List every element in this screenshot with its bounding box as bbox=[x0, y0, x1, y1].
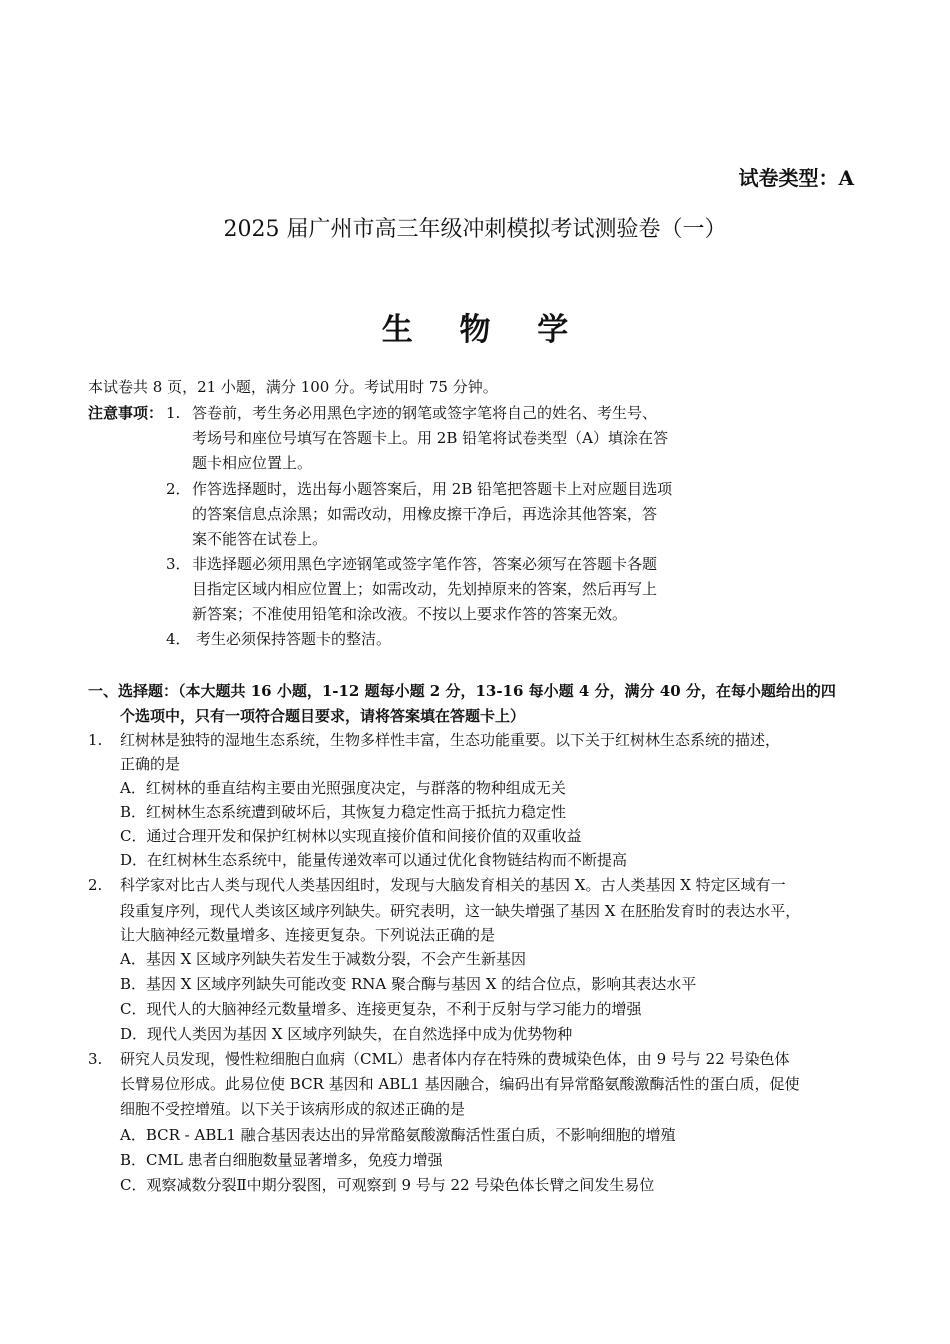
option-b: B．基因 X 区域序列缺失可能改变 RNA 聚合酶与基因 X 的结合位点，影响其表达水平 bbox=[120, 975, 697, 993]
notice-item-num: 1. bbox=[166, 404, 181, 422]
question-number: 3. bbox=[88, 1050, 103, 1068]
question-number: 2. bbox=[88, 876, 103, 894]
option-c: C．观察减数分裂Ⅱ中期分裂图，可观察到 9 号与 22 号染色体长臂之间发生易位 bbox=[120, 1176, 655, 1194]
question-stem: 细胞不受控增殖。以下关于该病形成的叙述正确的是 bbox=[120, 1100, 466, 1118]
question-stem: 长臂易位形成。此易位使 BCR 基因和 ABL1 基因融合，编码出有异常酪氨酸激酶活性的蛋白质，促使 bbox=[120, 1075, 800, 1093]
option-a: A．红树林的垂直结构主要由光照强度决定，与群落的物种组成无关 bbox=[120, 779, 566, 797]
question-stem: 科学家对比古人类与现代人类基因组时，发现与大脑发育相关的基因 X。古人类基因 X 特定区域有一 bbox=[120, 876, 786, 894]
question-stem: 让大脑神经元数量增多、连接更复杂。下列说法正确的是 bbox=[120, 926, 496, 944]
exam-intro: 本试卷共 8 页，21 小题，满分 100 分。考试用时 75 分钟。 bbox=[88, 378, 498, 396]
notice-item-line: 非选择题必须用黑色字迹钢笔或签字笔作答，答案必须写在答题卡各题 bbox=[192, 555, 658, 573]
option-b: B．红树林生态系统遭到破坏后，其恢复力稳定性高于抵抗力稳定性 bbox=[120, 803, 567, 821]
section-heading-cont: 个选项中，只有一项符合题目要求，请将答案填在答题卡上） bbox=[120, 707, 526, 725]
option-a: A．BCR - ABL1 融合基因表达出的异常酪氨酸激酶活性蛋白质，不影响细胞的增殖 bbox=[120, 1126, 676, 1144]
notice-item-num: 4． bbox=[166, 630, 191, 648]
notice-item-line: 的答案信息点涂黑；如需改动，用橡皮擦干净后，再选涂其他答案，答 bbox=[192, 505, 658, 523]
notice-item-line: 考生必须保持答题卡的整洁。 bbox=[196, 630, 392, 648]
option-c: C．通过合理开发和保护红树林以实现直接价值和间接价值的双重收益 bbox=[120, 827, 582, 845]
exam-title: 2025 届广州市高三年级冲刺模拟考试测验卷（一） bbox=[223, 217, 727, 242]
question-stem: 段重复序列，现代人类该区域序列缺失。研究表明，这一缺失增强了基因 X 在胚胎发育时的表达水平， bbox=[120, 902, 801, 920]
notice-item-num: 3． bbox=[166, 555, 191, 573]
option-b: B．CML 患者白细胞数量显著增多，免疫力增强 bbox=[120, 1151, 443, 1169]
option-d: D．现代人类因为基因 X 区域序列缺失，在自然选择中成为优势物种 bbox=[120, 1025, 573, 1043]
option-c: C．现代人的大脑神经元数量增多、连接更复杂，不利于反射与学习能力的增强 bbox=[120, 1000, 642, 1018]
notice-item-line: 作答选择题时，选出每小题答案后，用 2B 铅笔把答题卡上对应题目选项 bbox=[192, 480, 673, 498]
notice-item-line: 答卷前，考生务必用黑色字迹的钢笔或签字笔将自己的姓名、考生号、 bbox=[192, 404, 658, 422]
notice-item-line: 考场号和座位号填写在答题卡上。用 2B 铅笔将试卷类型（A）填涂在答 bbox=[192, 429, 668, 447]
question-number: 1. bbox=[88, 731, 103, 749]
question-stem: 红树林是独特的湿地生态系统，生物多样性丰富，生态功能重要。以下关于红树林生态系统的描述， bbox=[120, 731, 781, 749]
question-stem: 正确的是 bbox=[120, 755, 181, 773]
question-stem: 研究人员发现，慢性粒细胞白血病（CML）患者体内存在特殊的费城染色体，由 9 号与 22 号染色体 bbox=[120, 1050, 790, 1068]
paper-type-label: 试卷类型：A bbox=[738, 166, 854, 190]
subject-title: 生 物 学 bbox=[381, 312, 587, 348]
option-d: D．在红树林生态系统中，能量传递效率可以通过优化食物链结构而不断提高 bbox=[120, 851, 628, 869]
notice-item-line: 题卡相应位置上。 bbox=[192, 454, 313, 472]
section-heading: 一、选择题：（本大题共 16 小题，1-12 题每小题 2 分，13-16 每小题 4 分，满分 40 分，在每小题给出的四 bbox=[88, 682, 836, 700]
option-a: A．基因 X 区域序列缺失若发生于减数分裂，不会产生新基因 bbox=[120, 950, 527, 968]
notice-item-num: 2． bbox=[166, 480, 191, 498]
notice-item-line: 新答案；不准使用铅笔和涂改液。不按以上要求作答的答案无效。 bbox=[192, 605, 628, 623]
notice-item-line: 案不能答在试卷上。 bbox=[192, 530, 328, 548]
notice-label: 注意事项： bbox=[88, 404, 164, 422]
notice-item-line: 目指定区域内相应位置上；如需改动，先划掉原来的答案，然后再写上 bbox=[192, 580, 658, 598]
